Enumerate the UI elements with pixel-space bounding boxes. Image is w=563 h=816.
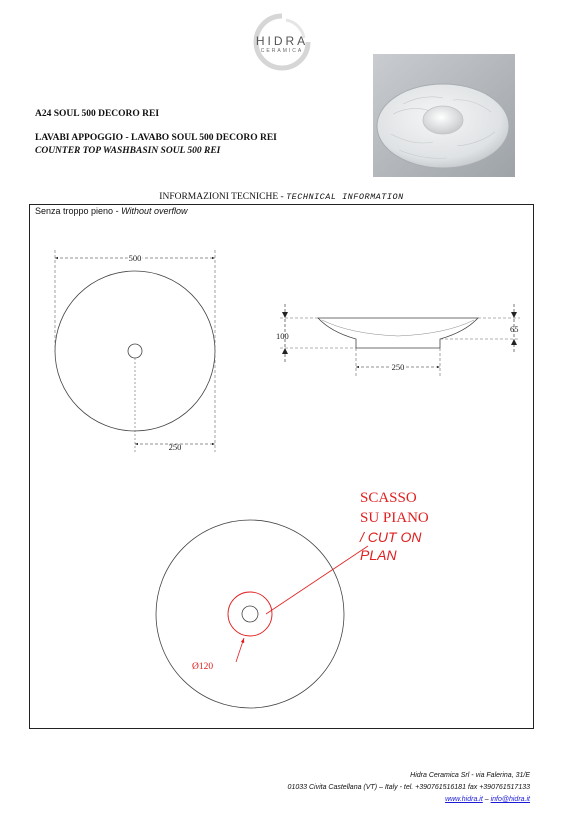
top-view-drain: [128, 344, 142, 358]
side-view-height-arrow-top: [282, 312, 288, 318]
cutout-diameter-label: Ø120: [192, 662, 214, 672]
technical-info-title: [0, 192, 563, 202]
product-name-italian: LAVABI APPOGGIO - LAVABO SOUL 500 DECORO REI: [35, 133, 277, 143]
cutout-view: [156, 490, 429, 708]
side-view-depth-label: 65: [510, 324, 519, 334]
email-link[interactable]: info@hidra.it: [490, 796, 530, 803]
side-view-basin-profile: [318, 318, 478, 348]
side-view-inner-profile: [322, 320, 474, 336]
footer-contact-numbers: 01033 Civita Castellana (VT) – Italy - tel. +390761516181 fax +390761517133: [287, 784, 530, 791]
brand-subtitle: CERAMICA: [260, 48, 304, 54]
top-view: [55, 250, 215, 452]
cutout-diameter-leader: [236, 638, 244, 662]
side-view-depth-arrow-top: [511, 312, 517, 318]
footer-link-separator: –: [482, 796, 491, 803]
overflow-note-it: Senza troppo pieno: [35, 206, 114, 216]
product-code: A24 SOUL 500 DECORO REI: [35, 109, 160, 119]
cutout-leader-line: [266, 546, 368, 614]
technical-info-title-it: INFORMAZIONI TECNICHE: [159, 192, 279, 202]
cutout-hole: [228, 592, 272, 636]
cutout-view-drain: [242, 606, 258, 622]
brand-name: HIDRA: [255, 34, 309, 48]
technical-drawing: [29, 204, 534, 729]
cutout-label-line4: PLAN: [360, 547, 397, 563]
top-view-radius-label: 250: [168, 442, 182, 452]
side-view-base-label: 250: [391, 362, 405, 372]
cutout-label-line2: SU PIANO: [360, 510, 429, 526]
cutout-label-line3: / CUT ON: [360, 529, 422, 545]
cutout-label-line1: SCASSO: [360, 490, 417, 506]
side-view-height-label: 100: [276, 331, 289, 341]
side-view: [276, 304, 520, 376]
side-view-height-arrow-bottom: [282, 348, 288, 354]
footer-links: [445, 796, 530, 803]
overflow-note-en: Without overflow: [121, 206, 188, 216]
overflow-note-separator: -: [113, 206, 122, 216]
technical-info-separator: -: [278, 192, 287, 202]
side-view-depth-arrow-bottom: [511, 339, 517, 345]
product-name-english: COUNTER TOP WASHBASIN SOUL 500 REI: [35, 146, 221, 156]
technical-info-title-en: TECHNICAL INFORMATION: [286, 192, 404, 202]
footer-company-address: Hidra Ceramica Srl - via Falerina, 31/E: [410, 772, 530, 779]
product-photo: [373, 54, 515, 177]
cutout-view-basin-outline: [156, 520, 344, 708]
top-view-width-label: 500: [128, 253, 142, 263]
website-link[interactable]: www.hidra.it: [445, 796, 483, 803]
